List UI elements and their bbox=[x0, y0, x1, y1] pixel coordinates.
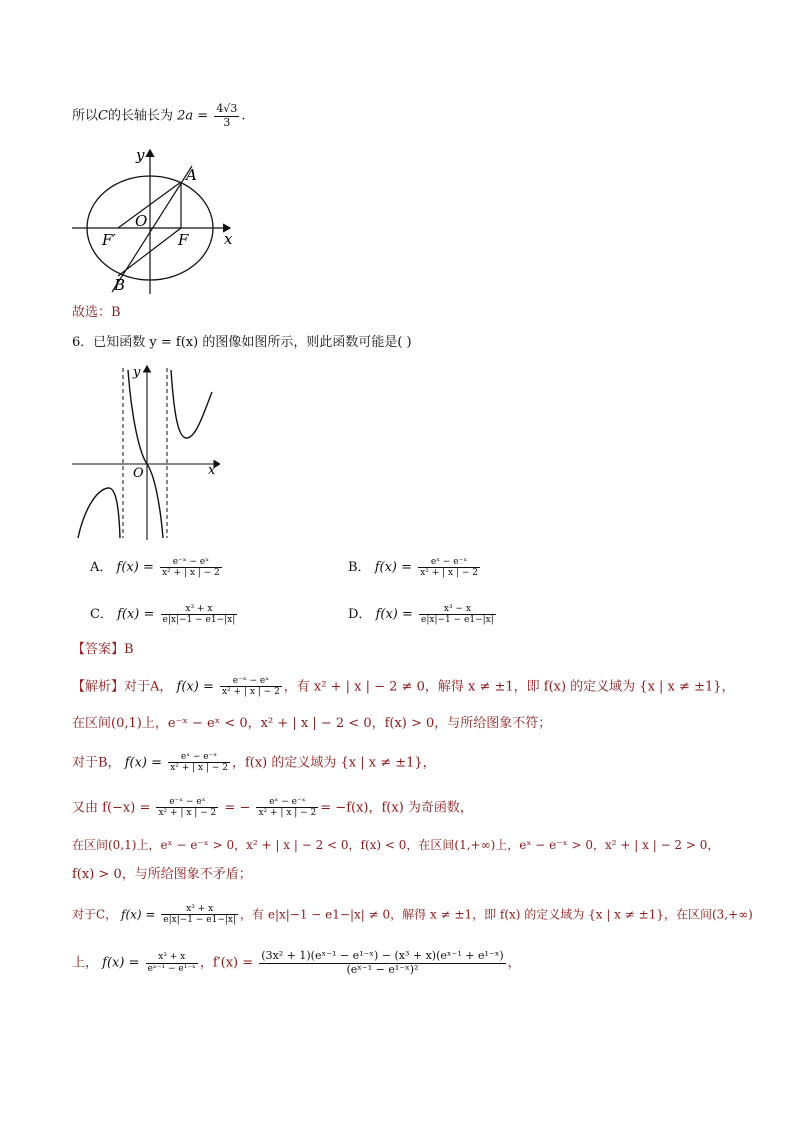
curve-left bbox=[78, 488, 120, 538]
analysis-p4: 又由 f(−x) = $\frac{\text{e⁻ˣ − eˣ}}{\text{x² + | x | − 2}}$ = − $\frac{\text{eˣ − e⁻ˣ}}{\text{x² + | x | − 2}}$ = −f(x)，f(x) 为奇函数， bbox=[72, 797, 473, 819]
option-d[interactable]: D． f(x) = $\frac{\text{x³ − x}}{e|x|-1 - e1-|x|}$ bbox=[348, 603, 494, 625]
option-c[interactable]: C． f(x) = $\frac{\text{x³ + x}}{e|x|-1 - e1-|x|}$ bbox=[90, 603, 236, 625]
option-b[interactable]: B． f(x) = $\frac{\text{eˣ − e⁻ˣ}}{\text{x² + | x | − 2}}$ bbox=[348, 556, 478, 578]
ellipse-figure bbox=[68, 142, 248, 297]
point-F: F bbox=[178, 231, 189, 249]
analysis-p2: 在区间(0,1)上，e⁻ˣ − eˣ < 0，x² + | x | − 2 < 0，f(x) > 0，与所给图象不符； bbox=[72, 716, 552, 731]
y-label: y bbox=[136, 146, 145, 164]
question-6: 6．已知函数 y = f(x) 的图像如图所示，则此函数可能是( ) bbox=[72, 335, 412, 350]
y-label: y bbox=[133, 365, 141, 380]
option-a[interactable]: A． f(x) = $\frac{\text{e⁻ˣ − eˣ}}{\text{x² + | x | − 2}}$ bbox=[90, 556, 220, 578]
x-label: x bbox=[224, 230, 233, 248]
curve-middle bbox=[128, 370, 163, 538]
answer: 【答案】B bbox=[72, 642, 134, 657]
point-A: A bbox=[186, 166, 197, 184]
point-F-prime: F′ bbox=[102, 231, 116, 249]
analysis-p5: 在区间(0,1)上，eˣ − e⁻ˣ > 0，x² + | x | − 2 < 0，f(x) < 0，在区间(1,+∞)上，eˣ − e⁻ˣ > 0，x² + | x | − 2 > 0， bbox=[72, 838, 720, 852]
analysis-p1: 【解析】对于A， f(x) = $\frac{\text{e⁻ˣ − eˣ}}{\text{x² + | x | − 2}}$ ，有 x² + | x | − 2 ≠ 0，解得 x ≠ ±1，即 f(x) 的定义域为 {x | x ≠ ±1}， bbox=[72, 676, 735, 698]
line-long-axis: 所以C的长轴长为 2a = $\frac{4√3}{3}$ . bbox=[72, 102, 246, 129]
choice-line: 故选：B bbox=[72, 305, 121, 320]
analysis-p3: 对于B， f(x) = $\frac{\text{eˣ − e⁻ˣ}}{\text{x² + | x | − 2}}$ ，f(x) 的定义域为 {x | x ≠ ±1}， bbox=[72, 752, 436, 774]
point-B: B bbox=[114, 276, 126, 294]
curve-right bbox=[171, 370, 212, 438]
x-label: x bbox=[208, 463, 216, 478]
origin-label: O bbox=[133, 466, 144, 481]
analysis-p7: 对于C， f(x) = $\frac{\text{x³ + x}}{e|x|-1 - e1-|x|}$ ，有 e|x|−1 − e1−|x| ≠ 0，解得 x ≠ ±1，即 f(x) 的定义域为 {x | x ≠ ±1}，在区间(3,+∞) bbox=[72, 904, 753, 926]
analysis-p6: f(x) > 0，与所给图象不矛盾； bbox=[72, 867, 252, 882]
function-graph bbox=[70, 362, 220, 542]
fraction: $\frac{4√3}{3}$ bbox=[216, 102, 238, 129]
analysis-p8: 上， f(x) = $\frac{\text{x³ + x}}{\text{eˣ⁻¹ − e¹⁻ˣ}}$ ，f′(x) = $\frac{\text{(3x² + 1)(eˣ⁻¹ − e¹⁻ˣ) − (x³ + x)(eˣ⁻¹ + e¹⁻ˣ)}}{\text{(eˣ⁻¹ − e¹⁻ˣ)²}}$ ， bbox=[72, 949, 521, 976]
point-O: O bbox=[135, 212, 148, 230]
